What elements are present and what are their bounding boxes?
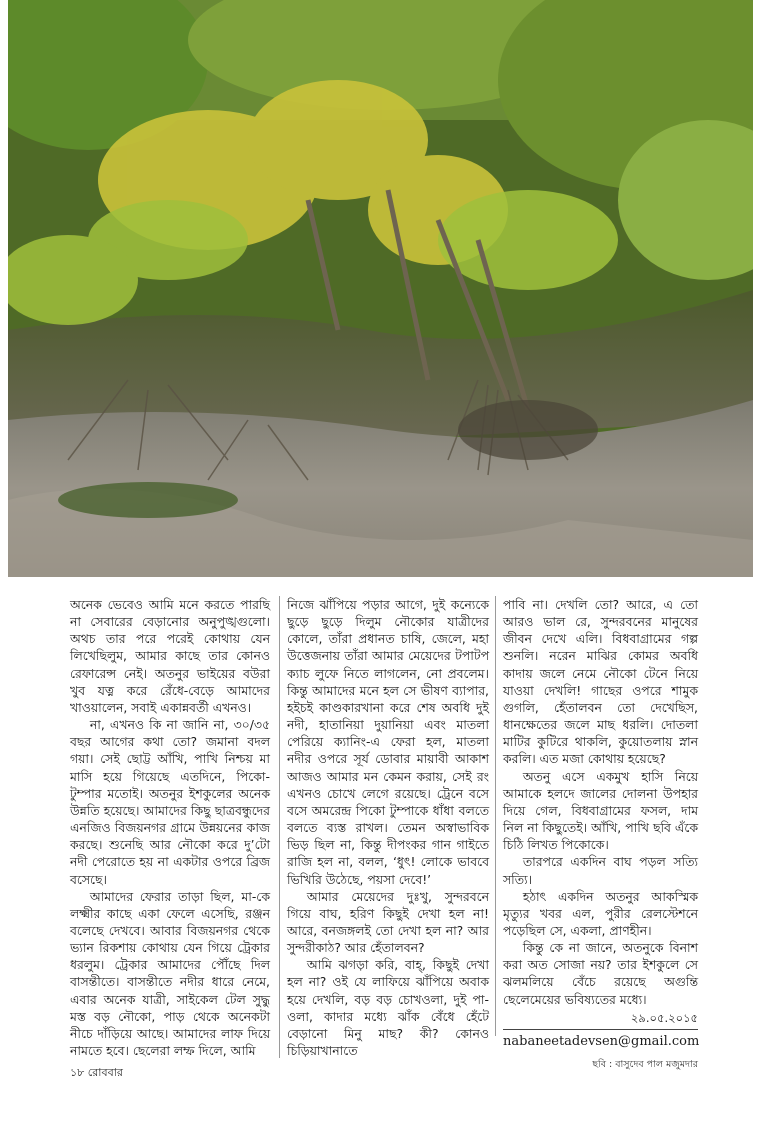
article-date: ২৯.০৫.২০১৫ <box>630 1010 698 1025</box>
paragraph: না, এখনও কি না জানি না, ৩০/৩৫ বছর আগের কথা তো? জমানা বদল গয়া। সেই ছোট্ট আঁখি, পাখি নিশ্চয় মা মাসি হয়ে গিয়েছে এতদিনে, পিকো-টুম্পার মতোই। অতনুর ইশকুলের অনেক উন্নতি হয়েছে। আমাদের কিছু ছাত্রবন্ধুদের এনজিও বিজয়নগর গ্রামে উন্নয়নের কাজ করছে। শুনেছি আর নৌকো করে দু’টো নদী পেরোতে হয় না একটার ওপরে ব্রিজ বসেছে। <box>70 717 270 887</box>
article-column-1 <box>70 596 270 1059</box>
paragraph: আমি ঝগড়া করি, বাহ্‌, কিছুই দেখা হল না? ওই যে লাফিয়ে ঝাঁপিয়ে অবাক হয়ে দেখলি, বড় বড় চোখওলা, দুই পা-ওলা, কাদার মধ্যে ঝাঁক বেঁধে হেঁটে বেড়ানো মিনু মাছ? কী? কোনও চিড়িয়াখানাতে <box>287 957 489 1059</box>
author-email: nabaneetadevsen@gmail.com <box>503 1033 700 1049</box>
paragraph: আমাদের ফেরার তাড়া ছিল, মা-কে লক্ষ্মীর কাছে একা ফেলে এসেছি, রঞ্জন বলেছে দেখবে। আবার বিজয়নগর থেকে ভ্যান রিকশায় কোথায় যেন গিয়ে ট্রেকার ধরলুম। ট্রেকার আমাদের পৌঁছে দিল বাসন্তীতে। বাসন্তীতে নদীর ধারে নেমে, এবার অনেক যাত্রী, সাইকেল টেল সুদ্ধু মস্ত বড় নৌকো, পাড় থেকে অনেকটা নীচে দাঁড়িয়ে আছে। আমাদের লাফ দিয়ে নামতে হবে। ছেলেরা লম্ফ দিলে, আমি <box>70 888 270 1059</box>
article-column-2 <box>287 596 489 1059</box>
article-column-3 <box>503 596 698 1073</box>
mangrove-photo-art <box>8 0 753 577</box>
paragraph: পাবি না। দেখলি তো? আরে, এ তো আরও ভাল রে, সুন্দরবনের মানুষের জীবন দেখে এলি। বিধবাগ্রামের গল্প শুনলি। নরেন মাঝির কোমর অবধি কাদায় জলে নেমে নৌকো টেনে নিয়ে যাওয়া দেখলি! গাছের ওপরে শামুক গুগলি, হেঁতালবন তো দেখেছিস, ধানক্ষেতের জলে মাছ ধরলি। দোতলা মাটির কুটিরে থাকলি, কুয়োতলায় স্নান করলি। এত মজা কোথায় হয়েছে? <box>503 597 698 767</box>
paragraph: অতনু এসে একমুখ হাসি নিয়ে আমাকে হলদে জালের দোলনা উপহার দিয়ে গেল, বিধবাগ্রামের ফসল, দাম নিল না কিছুতেই। আঁখি, পাখি ছবি এঁকে চিঠি লিখত পিকোকে। <box>503 768 698 853</box>
signature-rule <box>503 1029 698 1030</box>
paragraph: হঠাৎ একদিন অতনুর আকস্মিক মৃত্যুর খবর এল, পুরীর রেলস্টেশনে পড়েছিল সে, একলা, প্রাণহীন। <box>503 888 698 938</box>
page-folio: ১৮ রোববার <box>70 1066 123 1079</box>
paragraph: অনেক ভেবেও আমি মনে করতে পারছি না সেবারের বেড়ানোর অনুপুঙ্খগুলো। অথচ তার পরে পরেই কোথায় যেন লিখেছিলুম, আমার কাছে তার কোনও রেফারেন্স নেই। অতনুর ভাইয়ের বউরা খুব যত্ন করে রেঁধে-বেড়ে আমাদের খাওয়ালেন, সবাই একান্নবর্তী এখনও। <box>70 597 270 715</box>
paragraph: আমার মেয়েদের দুঃখু, সুন্দরবনে গিয়ে বাঘ, হরিণ কিছুই দেখা হল না! আরে, বনজঙ্গলই তো দেখা হল না? আর সুন্দরীকাঠ? আর হেঁতালবন? <box>287 888 489 956</box>
column-divider-2 <box>495 596 496 1036</box>
mangrove-photo <box>8 0 753 577</box>
paragraph: তারপরে একদিন বাঘ পড়ল সত্যি সত্যি। <box>503 854 698 887</box>
paragraph: নিজে ঝাঁপিয়ে পড়ার আগে, দুই কন্যেকে ছুড়ে ছুড়ে দিলুম নৌকোর যাত্রীদের কোলে, তাঁরা প্রধানত চাষি, জেলে, মহা উত্তেজনায় তাঁরা আমার মেয়েদের টপাটপ ক্যাচ লুফে নিতে লাগলেন, নো প্রবলেম। কিন্তু আমাদের মনে হল সে ভীষণ ব্যাপার, হইচই কাণ্ডকারখানা করে শেষ অবধি দুই নদী, হাতানিয়া দুয়ানিয়া এবং মাতলা পেরিয়ে ক্যানিং-এ ফেরা হল, মাতলা নদীর ওপরে সূর্য ডোবার মায়াবী আকাশ আজও আমার মন কেমন করায়, সেই রং এখনও চোখে লেগে রয়েছে। ট্রেনে বসে বসে অমরেন্দ্র পিকো টুম্পাকে ধাঁধা বলতে বলতে ব্যস্ত রাখল। তেমন অস্বাভাবিক ভিড় ছিল না, কিন্তু দীপংকর গান গাইতে রাজি হল না, বলল, ‘ধুৎ! লোকে ভাববে ভিখিরি উঠেছে, পয়সা দেবে!’ <box>287 597 489 887</box>
photo-credit: ছবি : বাসুদেব পাল মজুমদার <box>592 1059 698 1071</box>
column-divider-1 <box>279 596 280 1058</box>
paragraph: কিন্তু কে না জানে, অতনুকে বিনাশ করা অত সোজা নয়? তার ইশকুলে সে ঝলমলিয়ে বেঁচে রয়েছে অগুন্তি ছেলেমেয়ের ভবিষ্যতের মধ্যে। <box>503 940 698 1007</box>
